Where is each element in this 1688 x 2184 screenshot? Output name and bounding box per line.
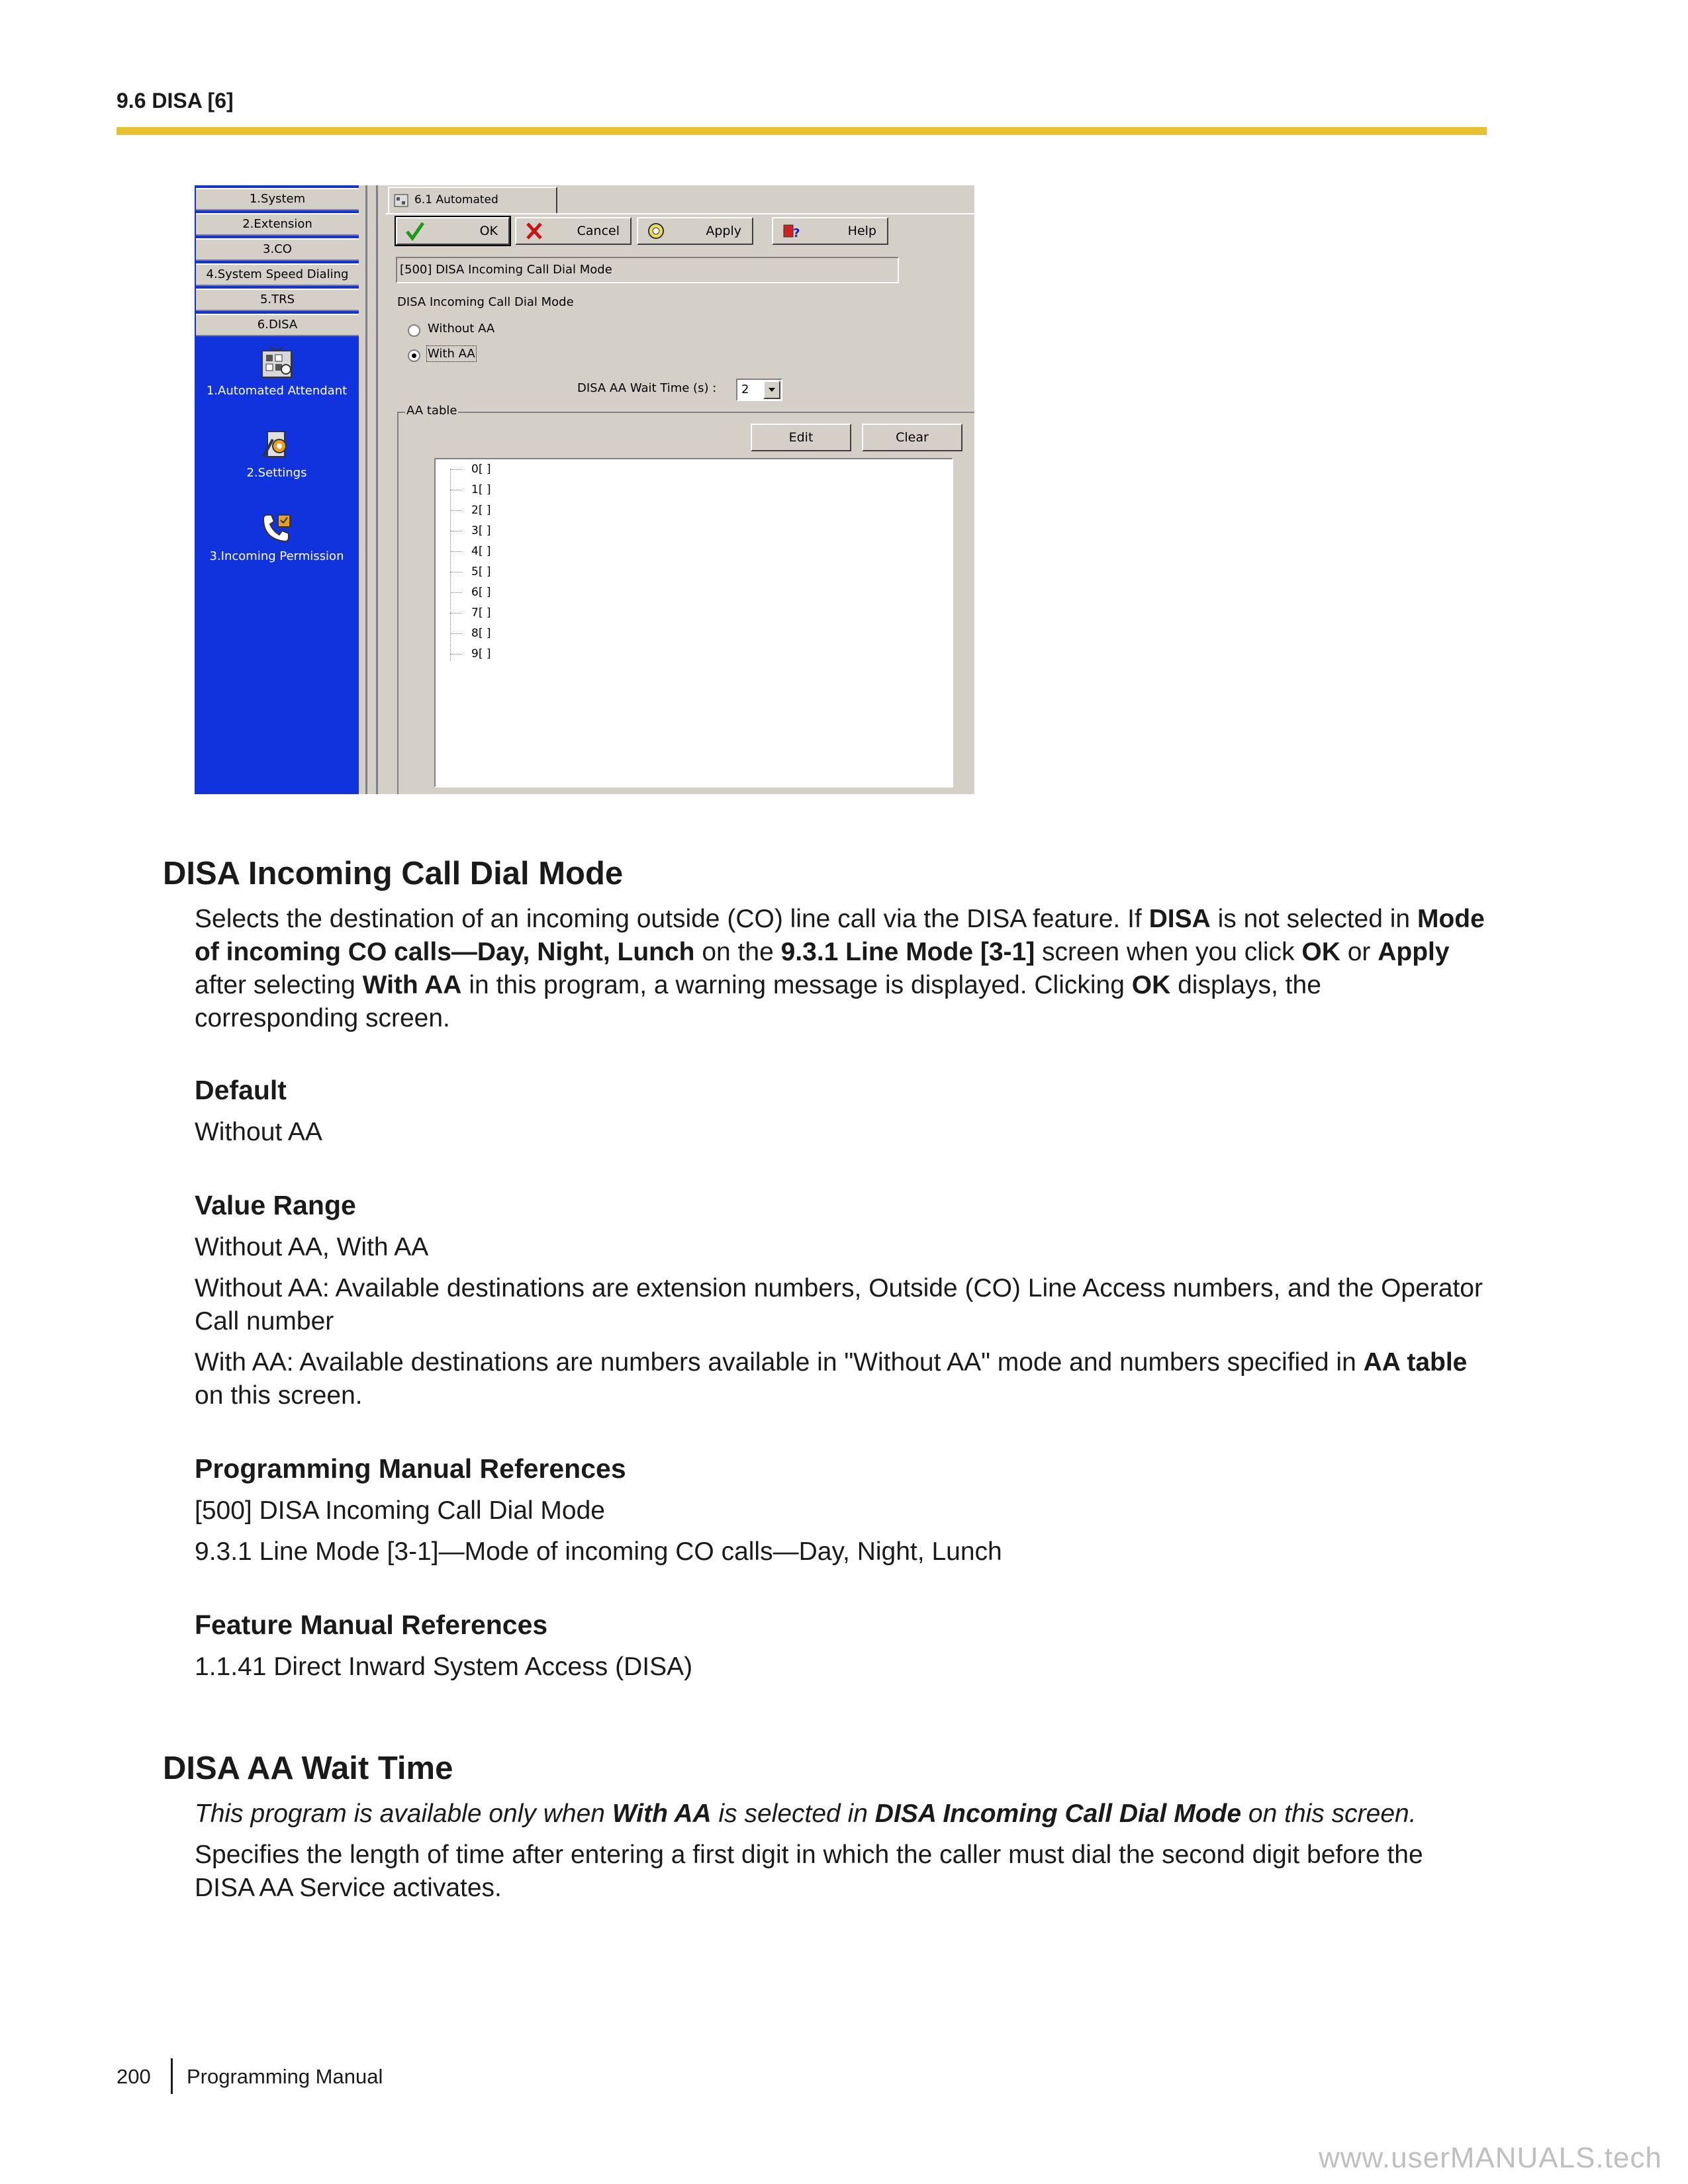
value-range-line: Without AA, With AA bbox=[195, 1233, 429, 1261]
nav-item-incoming-permission[interactable] bbox=[195, 510, 359, 563]
tree-item[interactable]: 1[ ] bbox=[450, 480, 491, 500]
header-rule bbox=[117, 127, 1487, 135]
default-heading: Default bbox=[195, 1075, 287, 1105]
tree-item[interactable]: 8[ ] bbox=[450, 623, 491, 643]
tree-item[interactable]: 2[ ] bbox=[450, 500, 491, 520]
radio-without-aa-label: Without AA bbox=[428, 322, 495, 336]
with-aa-description: With AA: Available destinations are numbers available in "Without AA" mode and numbers specified in AA table on this screen. bbox=[195, 1348, 1468, 1410]
section-header: 9.6 DISA [6] bbox=[117, 89, 234, 113]
wait-time-select[interactable]: 2 bbox=[736, 379, 782, 401]
radio-without-aa[interactable] bbox=[408, 324, 420, 337]
nav-item-automated-attendant[interactable] bbox=[195, 344, 359, 398]
help-button[interactable]: ? Help bbox=[772, 217, 888, 245]
aa-table-label: AA table bbox=[406, 404, 457, 418]
page-number: 200 bbox=[117, 2065, 151, 2088]
nav-item-settings[interactable] bbox=[195, 426, 359, 480]
without-aa-description: Without AA: Available destinations are extension numbers, Outside (CO) Line Access numbers, and the Operator Call number bbox=[195, 1274, 1483, 1336]
dial-mode-label: DISA Incoming Call Dial Mode bbox=[397, 295, 574, 309]
value-range-heading: Value Range bbox=[195, 1190, 356, 1220]
feature-references-heading: Feature Manual References bbox=[195, 1610, 548, 1640]
manual-name: Programming Manual bbox=[187, 2065, 383, 2088]
programming-references-heading: Programming Manual References bbox=[195, 1453, 626, 1484]
aa-table-tree[interactable] bbox=[434, 458, 953, 788]
nav-item-label: 1.Automated Attendant bbox=[206, 384, 348, 398]
edit-button[interactable]: Edit bbox=[751, 424, 851, 451]
tree-item[interactable]: 5[ ] bbox=[450, 562, 491, 582]
radio-with-aa[interactable] bbox=[408, 349, 420, 362]
incoming-permission-icon bbox=[258, 510, 295, 547]
cancel-x-icon bbox=[524, 221, 544, 241]
main-panel bbox=[385, 185, 974, 794]
tree-item[interactable]: 9[ ] bbox=[450, 644, 491, 664]
nav-category-system[interactable]: 1.System bbox=[196, 188, 359, 210]
wait-time-label: DISA AA Wait Time (s) : bbox=[577, 381, 717, 395]
help-icon bbox=[781, 221, 801, 241]
apply-icon bbox=[646, 221, 666, 241]
nav-category-disa[interactable]: 6.DISA bbox=[196, 314, 359, 336]
wait-time-description: Specifies the length of time after entering a first digit in which the caller must dial the second digit before the DISA AA Service activates. bbox=[195, 1841, 1423, 1902]
chevron-down-icon[interactable] bbox=[763, 381, 780, 399]
programming-reference: 9.3.1 Line Mode [3-1]—Mode of incoming CO calls—Day, Night, Lunch bbox=[195, 1537, 1002, 1566]
tree-item[interactable]: 4[ ] bbox=[450, 541, 491, 561]
apply-button[interactable]: Apply bbox=[637, 217, 753, 245]
nav-item-label: 3.Incoming Permission bbox=[209, 549, 344, 563]
radio-with-aa-label: With AA bbox=[428, 347, 475, 361]
footer-divider bbox=[171, 2058, 173, 2094]
section-heading-dial-mode: DISA Incoming Call Dial Mode bbox=[163, 856, 624, 891]
nav-category-trs[interactable]: 5.TRS bbox=[196, 289, 359, 311]
checkmark-icon bbox=[405, 221, 425, 241]
watermark: www.userMANUALS.tech bbox=[1319, 2142, 1662, 2174]
tree-item[interactable]: 3[ ] bbox=[450, 521, 491, 541]
default-value: Without AA bbox=[195, 1118, 322, 1146]
cancel-button[interactable]: Cancel bbox=[515, 217, 632, 245]
nav-category-speed-dialing[interactable]: 4.System Speed Dialing bbox=[196, 263, 359, 286]
wait-time-availability-note: This program is available only when With AA is selected in DISA Incoming Call Dial Mode on this screen. bbox=[195, 1799, 1417, 1828]
ok-button[interactable]: OK bbox=[396, 217, 510, 245]
nav-item-label: 2.Settings bbox=[246, 466, 307, 480]
tab-automated-attendant[interactable]: 6.1 Automated bbox=[388, 187, 557, 213]
nav-category-co[interactable]: 3.CO bbox=[196, 238, 359, 261]
software-screenshot bbox=[195, 185, 974, 794]
nav-category-extension[interactable]: 2.Extension bbox=[196, 213, 359, 236]
tree-item[interactable]: 6[ ] bbox=[450, 582, 491, 602]
section-heading-wait-time: DISA AA Wait Time bbox=[163, 1751, 453, 1786]
program-title-box: [500] DISA Incoming Call Dial Mode bbox=[396, 257, 899, 283]
tree-item[interactable]: 0[ ] bbox=[450, 459, 491, 479]
panel-splitter[interactable] bbox=[359, 185, 385, 794]
automated-attendant-icon bbox=[258, 344, 295, 381]
svg-text:?: ? bbox=[793, 226, 800, 240]
automated-attendant-tab-icon bbox=[393, 192, 409, 208]
dial-mode-description: Selects the destination of an incoming outside (CO) line call via the DISA feature. If DISA is not selected in Mode of incoming CO calls—Day, Night, Lunch on the 9.3.1 Line Mode [3-1] screen when you click OK or Apply after selecting With AA in this program, a warning message is displayed. Clicking OK displays, the corresponding screen. bbox=[195, 905, 1485, 1032]
settings-icon bbox=[258, 426, 295, 463]
tree-item[interactable]: 7[ ] bbox=[450, 603, 491, 623]
left-navigation bbox=[195, 185, 359, 794]
programming-reference: [500] DISA Incoming Call Dial Mode bbox=[195, 1496, 605, 1525]
feature-reference: 1.1.41 Direct Inward System Access (DISA) bbox=[195, 1653, 693, 1681]
clear-button[interactable]: Clear bbox=[862, 424, 962, 451]
